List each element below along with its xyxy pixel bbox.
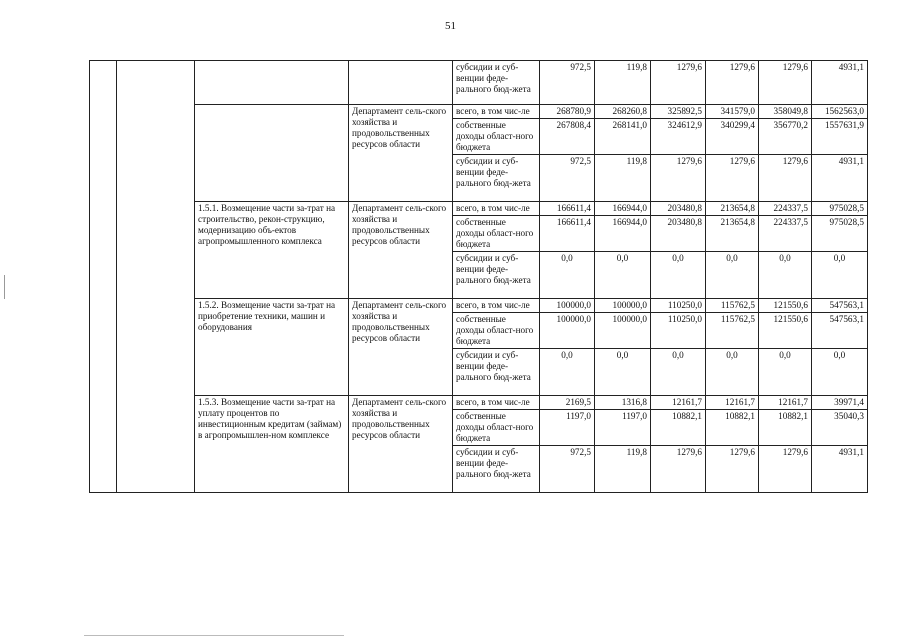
- budget-table: [89, 60, 868, 493]
- year-value-cell: 324612,9: [651, 119, 706, 155]
- total-value-cell: 1562563,0: [812, 105, 868, 119]
- funding-source-cell: всего, в том чис-ле: [453, 299, 540, 313]
- row-number-cell: [90, 61, 117, 493]
- year-value-cell: 166611,4: [540, 216, 595, 252]
- department-cell: Департамент сель-ского хозяйства и продовольственных ресурсов области: [349, 202, 453, 299]
- year-value-cell: 325892,5: [651, 105, 706, 119]
- total-value-cell: 1557631,9: [812, 119, 868, 155]
- year-value-cell: 0,0: [759, 349, 812, 396]
- total-value-cell: 975028,5: [812, 202, 868, 216]
- year-value-cell: 1197,0: [540, 410, 595, 446]
- total-value-cell: 547563,1: [812, 299, 868, 313]
- year-value-cell: 0,0: [706, 252, 759, 299]
- funding-source-cell: субсидии и суб-венции феде-рального бюд-жета: [453, 349, 540, 396]
- year-value-cell: 0,0: [595, 349, 651, 396]
- year-value-cell: 0,0: [540, 252, 595, 299]
- year-value-cell: 115762,5: [706, 299, 759, 313]
- year-value-cell: 1316,8: [595, 396, 651, 410]
- funding-source-cell: всего, в том чис-ле: [453, 396, 540, 410]
- year-value-cell: 100000,0: [540, 313, 595, 349]
- year-value-cell: 1279,6: [706, 446, 759, 493]
- year-value-cell: 1279,6: [651, 446, 706, 493]
- year-value-cell: 268260,8: [595, 105, 651, 119]
- year-value-cell: 0,0: [651, 349, 706, 396]
- year-value-cell: 110250,0: [651, 313, 706, 349]
- page-number: 51: [445, 20, 456, 32]
- department-cell: Департамент сель-ского хозяйства и продовольственных ресурсов области: [349, 396, 453, 493]
- year-value-cell: 213654,8: [706, 202, 759, 216]
- funding-source-cell: собственные доходы област-ного бюджета: [453, 313, 540, 349]
- year-value-cell: 2169,5: [540, 396, 595, 410]
- task-cell: 1.5.3. Возмещение части за-трат на уплату процентов по инвестиционным кредитам (займам) в агропромышлен-ном комплексе: [195, 396, 349, 493]
- year-value-cell: 1279,6: [759, 61, 812, 105]
- table-row: [90, 105, 868, 119]
- year-value-cell: 268141,0: [595, 119, 651, 155]
- year-value-cell: 203480,8: [651, 202, 706, 216]
- year-value-cell: 0,0: [595, 252, 651, 299]
- funding-source-cell: всего, в том чис-ле: [453, 105, 540, 119]
- total-value-cell: 4931,1: [812, 155, 868, 202]
- year-value-cell: 12161,7: [759, 396, 812, 410]
- total-value-cell: 39971,4: [812, 396, 868, 410]
- year-value-cell: 224337,5: [759, 202, 812, 216]
- year-value-cell: 166611,4: [540, 202, 595, 216]
- task-cell: 1.5.2. Возмещение части за-трат на приобретение техники, машин и оборудования: [195, 299, 349, 396]
- margin-mark: [4, 275, 5, 299]
- year-value-cell: 213654,8: [706, 216, 759, 252]
- funding-source-cell: субсидии и суб-венции феде-рального бюд-жета: [453, 446, 540, 493]
- year-value-cell: 358049,8: [759, 105, 812, 119]
- year-value-cell: 119,8: [595, 61, 651, 105]
- department-cell: Департамент сель-ского хозяйства и продовольственных ресурсов области: [349, 299, 453, 396]
- year-value-cell: 341579,0: [706, 105, 759, 119]
- year-value-cell: 10882,1: [651, 410, 706, 446]
- funding-source-cell: субсидии и суб-венции феде-рального бюд-жета: [453, 252, 540, 299]
- table-row: [90, 61, 868, 105]
- funding-source-cell: всего, в том чис-ле: [453, 202, 540, 216]
- year-value-cell: 267808,4: [540, 119, 595, 155]
- department-cell: [349, 61, 453, 105]
- total-value-cell: 4931,1: [812, 446, 868, 493]
- year-value-cell: 110250,0: [651, 299, 706, 313]
- year-value-cell: 340299,4: [706, 119, 759, 155]
- year-value-cell: 10882,1: [706, 410, 759, 446]
- year-value-cell: 0,0: [759, 252, 812, 299]
- year-value-cell: 115762,5: [706, 313, 759, 349]
- total-value-cell: 35040,3: [812, 410, 868, 446]
- year-value-cell: 1279,6: [759, 155, 812, 202]
- department-cell: Департамент сель-ского хозяйства и продовольственных ресурсов области: [349, 105, 453, 202]
- year-value-cell: 119,8: [595, 446, 651, 493]
- year-value-cell: 100000,0: [595, 299, 651, 313]
- year-value-cell: 12161,7: [651, 396, 706, 410]
- year-value-cell: 224337,5: [759, 216, 812, 252]
- year-value-cell: 0,0: [706, 349, 759, 396]
- year-value-cell: 268780,9: [540, 105, 595, 119]
- year-value-cell: 166944,0: [595, 216, 651, 252]
- funding-source-cell: собственные доходы област-ного бюджета: [453, 410, 540, 446]
- table-row: [90, 396, 868, 410]
- table-row: [90, 202, 868, 216]
- footer-rule: [84, 635, 344, 636]
- task-cell: [195, 105, 349, 202]
- year-value-cell: 1279,6: [759, 446, 812, 493]
- section-cell: [117, 61, 195, 493]
- year-value-cell: 0,0: [651, 252, 706, 299]
- total-value-cell: 0,0: [812, 252, 868, 299]
- year-value-cell: 1197,0: [595, 410, 651, 446]
- table-body: [90, 61, 868, 493]
- funding-source-cell: собственные доходы област-ного бюджета: [453, 119, 540, 155]
- total-value-cell: 4931,1: [812, 61, 868, 105]
- funding-source-cell: субсидии и суб-венции феде-рального бюд-жета: [453, 61, 540, 105]
- funding-source-cell: субсидии и суб-венции феде-рального бюд-жета: [453, 155, 540, 202]
- year-value-cell: 100000,0: [595, 313, 651, 349]
- table-row: [90, 299, 868, 313]
- task-cell: [195, 61, 349, 105]
- year-value-cell: 1279,6: [706, 155, 759, 202]
- funding-source-cell: собственные доходы област-ного бюджета: [453, 216, 540, 252]
- task-cell: 1.5.1. Возмещение части за-трат на строительство, рекон-струкцию, модернизацию объ-ектов агропромышленного комплекса: [195, 202, 349, 299]
- year-value-cell: 100000,0: [540, 299, 595, 313]
- year-value-cell: 10882,1: [759, 410, 812, 446]
- total-value-cell: 547563,1: [812, 313, 868, 349]
- year-value-cell: 1279,6: [651, 155, 706, 202]
- year-value-cell: 203480,8: [651, 216, 706, 252]
- year-value-cell: 972,5: [540, 155, 595, 202]
- year-value-cell: 121550,6: [759, 313, 812, 349]
- year-value-cell: 12161,7: [706, 396, 759, 410]
- year-value-cell: 972,5: [540, 446, 595, 493]
- year-value-cell: 1279,6: [706, 61, 759, 105]
- year-value-cell: 166944,0: [595, 202, 651, 216]
- total-value-cell: 0,0: [812, 349, 868, 396]
- year-value-cell: 121550,6: [759, 299, 812, 313]
- year-value-cell: 0,0: [540, 349, 595, 396]
- year-value-cell: 1279,6: [651, 61, 706, 105]
- year-value-cell: 972,5: [540, 61, 595, 105]
- year-value-cell: 119,8: [595, 155, 651, 202]
- total-value-cell: 975028,5: [812, 216, 868, 252]
- year-value-cell: 356770,2: [759, 119, 812, 155]
